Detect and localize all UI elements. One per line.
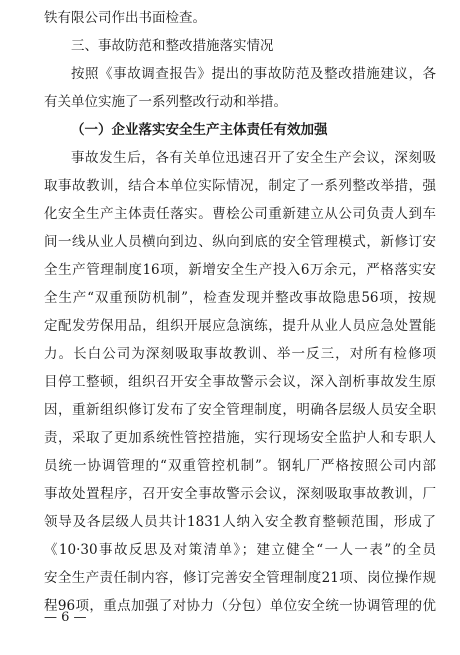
text-line: 员统一协调管理的“双重管控机制”。钢轧厂严格按照公司内部 — [44, 458, 436, 474]
text-line: 力。长白公司为深刻吸取事故教训、举一反三，对所有检修项 — [44, 346, 436, 362]
text-line: 全生产管理制度16项，新增安全生产投入6万余元，严格落实安 — [44, 262, 436, 278]
text-line: 责，采取了更加系统性管控措施，实行现场安全监护人和专职人 — [44, 430, 436, 446]
text-line: 化安全生产主体责任落实。曹桧公司重新建立从公司负责人到车 — [44, 206, 436, 222]
page-number: — 6 — — [44, 610, 87, 625]
text-line: 《10·30事故反思及对策清单》；建立健全“一人一表”的全员 — [44, 542, 436, 558]
section-heading: 三、事故防范和整改措施落实情况 — [71, 38, 274, 54]
text-line: 目停工整顿，组织召开安全事故警示会议，深入剖析事故发生原 — [44, 374, 436, 390]
text-line: 有关单位实施了一系列整改行动和举措。 — [44, 94, 287, 110]
text-line: 事故发生后，各有关单位迅速召开了安全生产会议，深刻吸 — [71, 150, 436, 166]
text-line: 因，重新组织修订发布了安全管理制度，明确各层级人员安全职 — [44, 402, 436, 418]
text-line: 铁有限公司作出书面检查。 — [44, 10, 206, 26]
text-line: 程96项，重点加强了对协力（分包）单位安全统一协调管理的优 — [44, 598, 436, 614]
text-line: 定配发劳保用品，组织开展应急演练，提升从业人员应急处置能 — [44, 318, 436, 334]
text-line: 取事故教训，结合本单位实际情况，制定了一系列整改举措，强 — [44, 178, 436, 194]
sub-heading: （一）企业落实安全生产主体责任有效加强 — [71, 122, 328, 138]
text-line: 按照《事故调查报告》提出的事故防范及整改措施建议，各 — [71, 66, 436, 82]
text-line: 领导及各层级人员共计1831人纳入安全教育整顿范围，形成了 — [44, 514, 436, 530]
text-line: 全生产“双重预防机制”，检查发现并整改事故隐患56项，按规 — [44, 290, 436, 306]
text-line: 间一线从业人员横向到边、纵向到底的安全管理模式，新修订安 — [44, 234, 436, 250]
text-line: 事故处置程序，召开安全事故警示会议，深刻吸取事故教训，厂 — [44, 486, 436, 502]
document-body — [44, 4, 436, 620]
text-line: 安全生产责任制内容，修订完善安全管理制度21项、岗位操作规 — [44, 570, 436, 586]
